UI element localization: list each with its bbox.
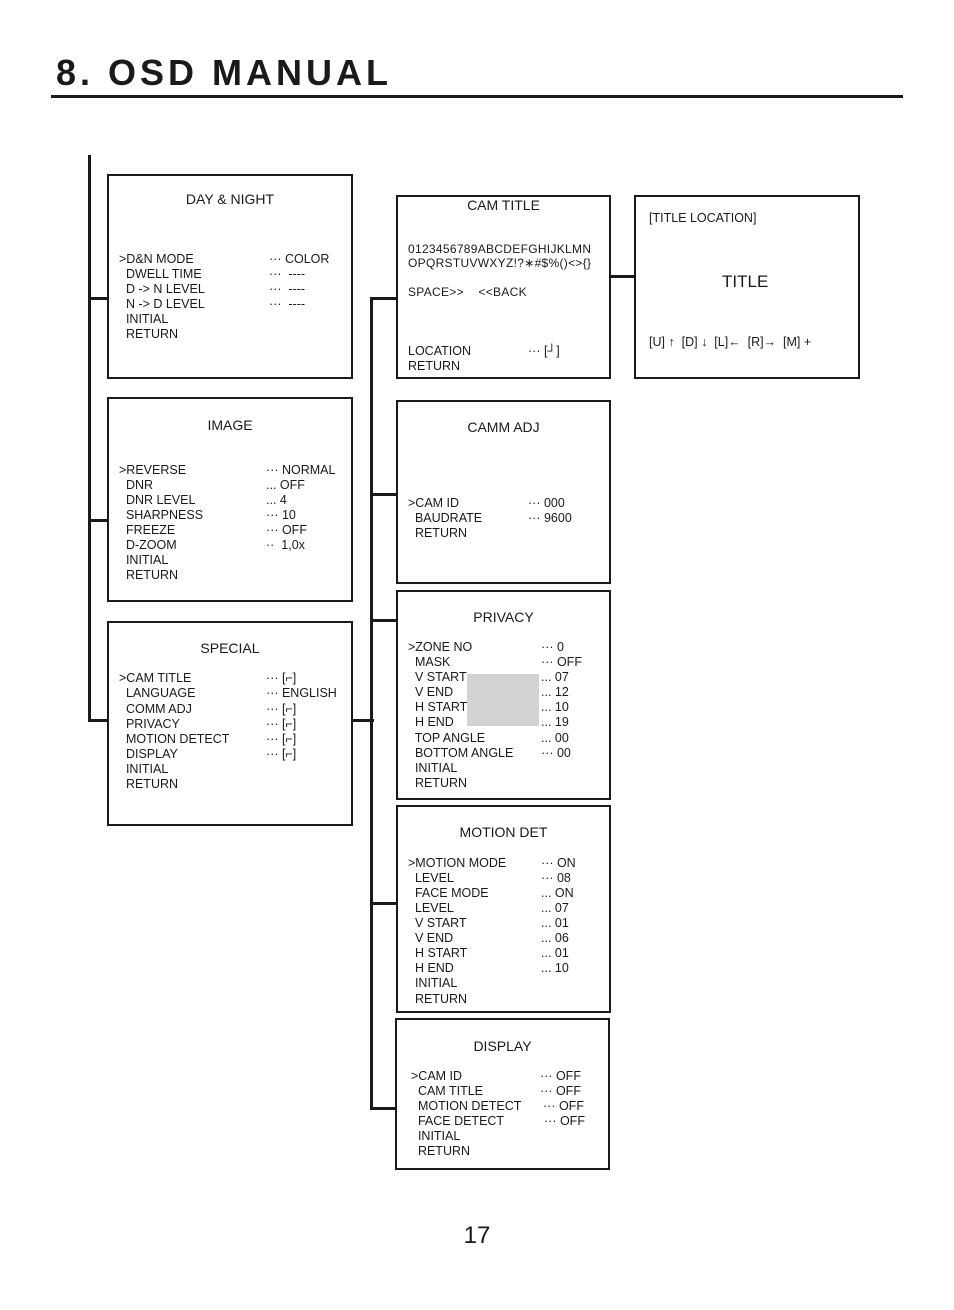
branch-camm-adj [370,493,398,496]
menu-value: ·· 1,0x [266,538,305,552]
menu-value: ··· ON [541,856,576,870]
menu-label: CAM TITLE [411,1084,484,1098]
menu-value: ... ON [541,886,574,900]
menu-value: ... 4 [266,493,287,507]
branch-day-night [88,297,108,300]
menu-value: ··· NORMAL [266,463,336,477]
menu-label: LANGUAGE [119,686,196,700]
menu-label: RETURN [408,776,468,790]
branch-cam-title [370,297,398,300]
menu-label: RETURN [119,568,179,582]
menu-value: ··· OFF [266,523,307,537]
menu-label: INITIAL [408,976,458,990]
menu-value: ··· [⌐] [266,702,297,716]
menu-label: DNR [119,478,154,492]
menu-value: ... 01 [541,916,569,930]
image-menu [107,397,353,602]
cam-title-menu [396,195,611,379]
menu-value: ··· OFF [543,1099,584,1113]
page-heading: 8. OSD MANUAL [56,52,393,93]
menu-value: ··· ---- [269,297,306,311]
menu-value: ··· COLOR [269,252,330,266]
motion-det-menu [396,805,611,1013]
branch-motion-det [370,902,398,905]
menu-value: ... OFF [266,478,305,492]
title-sample: TITLE [722,272,769,291]
submenu-trunk-line [370,297,373,1110]
page-number: 17 [463,1222,491,1249]
menu-value: ... 12 [541,685,569,699]
cam-title-title: CAM TITLE [467,197,540,213]
title-location-panel [634,195,860,379]
menu-label: >REVERSE [119,463,187,477]
image-title: IMAGE [207,417,253,433]
menu-label: FREEZE [119,523,176,537]
title-location-heading: [TITLE LOCATION] [649,211,757,225]
branch-display [370,1107,398,1110]
menu-label: V START [408,670,467,684]
menu-value: ··· OFF [541,655,582,669]
menu-value: ··· OFF [540,1084,581,1098]
menu-label: >ZONE NO [408,640,473,654]
charset-line: 0123456789ABCDEFGHIJKLMN [408,242,592,256]
menu-value: ··· [┘] [528,344,560,358]
menu-value: ··· ---- [269,267,306,281]
left-trunk-line [88,155,91,722]
menu-label: V START [408,916,467,930]
charset-line: OPQRSTUVWXYZ!?∗#$%()<>{} [408,256,592,270]
special-menu [107,621,353,826]
menu-label: INITIAL [411,1129,461,1143]
menu-value: ··· 000 [528,496,565,510]
menu-value: ··· [⌐] [266,671,297,685]
menu-label: D -> N LEVEL [119,282,205,296]
display-menu [395,1018,610,1170]
menu-label: RETURN [408,992,468,1006]
menu-label: D-ZOOM [119,538,177,552]
menu-label: >CAM ID [411,1069,463,1083]
privacy-mask-preview [467,674,539,726]
menu-value: ··· 0 [541,640,564,654]
menu-label: H END [408,715,454,729]
menu-label: INITIAL [408,761,458,775]
menu-value: ··· OFF [540,1069,581,1083]
day-night-title: DAY & NIGHT [185,191,275,207]
menu-label: >CAM TITLE [119,671,192,685]
menu-label: FACE DETECT [411,1114,505,1128]
menu-value: ... 19 [541,715,569,729]
menu-label: >D&N MODE [119,252,194,266]
menu-label: INITIAL [119,312,169,326]
menu-label: FACE MODE [408,886,489,900]
menu-value: ··· ENGLISH [266,686,337,700]
branch-privacy [370,619,398,622]
menu-label: PRIVACY [119,717,180,731]
menu-label: DWELL TIME [119,267,202,281]
menu-label: TOP ANGLE [408,731,486,745]
menu-label: DNR LEVEL [119,493,196,507]
heading-rule [51,95,903,98]
menu-label: RETURN [411,1144,471,1158]
menu-value: ··· 10 [266,508,296,522]
menu-value: ··· 00 [541,746,571,760]
menu-label: H START [408,700,468,714]
camm-adj-title: CAMM ADJ [467,419,540,435]
privacy-title: PRIVACY [473,609,534,625]
camm-adj-menu [396,400,611,584]
display-title: DISPLAY [473,1038,532,1054]
menu-label: MOTION DETECT [119,732,230,746]
menu-label: RETURN [119,777,179,791]
space-back-line: SPACE>> <<BACK [408,285,527,299]
privacy-menu [396,590,611,800]
title-location-controls: [U] ↑ [D] ↓ [L]← [R]→ [M] + [649,335,812,349]
menu-label: BOTTOM ANGLE [408,746,514,760]
menu-value: ... 06 [541,931,569,945]
menu-label: LEVEL [408,901,454,915]
menu-label: SHARPNESS [119,508,204,522]
motion-det-title: MOTION DET [459,824,548,840]
menu-label: >CAM ID [408,496,460,510]
menu-value: ··· ---- [269,282,306,296]
menu-label: INITIAL [119,553,169,567]
menu-label: >MOTION MODE [408,856,507,870]
menu-label: H END [408,961,454,975]
menu-label: H START [408,946,468,960]
menu-label: MOTION DETECT [411,1099,522,1113]
menu-value: ··· [⌐] [266,717,297,731]
menu-label: V END [408,931,454,945]
menu-label: V END [408,685,454,699]
menu-value: ··· [⌐] [266,747,297,761]
cam-title-to-location [609,275,636,278]
menu-label: COMM ADJ [119,702,192,716]
menu-label: INITIAL [119,762,169,776]
menu-label: RETURN [119,327,179,341]
menu-value: ... 07 [541,901,569,915]
menu-label: LOCATION [408,344,471,358]
menu-value: ... 10 [541,700,569,714]
branch-special [88,719,108,722]
menu-label: N -> D LEVEL [119,297,205,311]
menu-value: ... 01 [541,946,569,960]
branch-image [88,519,108,522]
menu-label: BAUDRATE [408,511,483,525]
menu-label: DISPLAY [119,747,178,761]
menu-label: MASK [408,655,451,669]
menu-value: ··· 08 [541,871,571,885]
menu-label: RETURN [408,359,461,373]
menu-value: ··· [⌐] [266,732,297,746]
menu-value: ··· OFF [544,1114,585,1128]
special-title: SPECIAL [200,640,260,656]
menu-label: LEVEL [408,871,454,885]
day-night-menu [107,174,353,379]
menu-value: ... 00 [541,731,569,745]
menu-value: ... 10 [541,961,569,975]
menu-value: ... 07 [541,670,569,684]
menu-label: RETURN [408,526,468,540]
menu-value: ··· 9600 [528,511,572,525]
